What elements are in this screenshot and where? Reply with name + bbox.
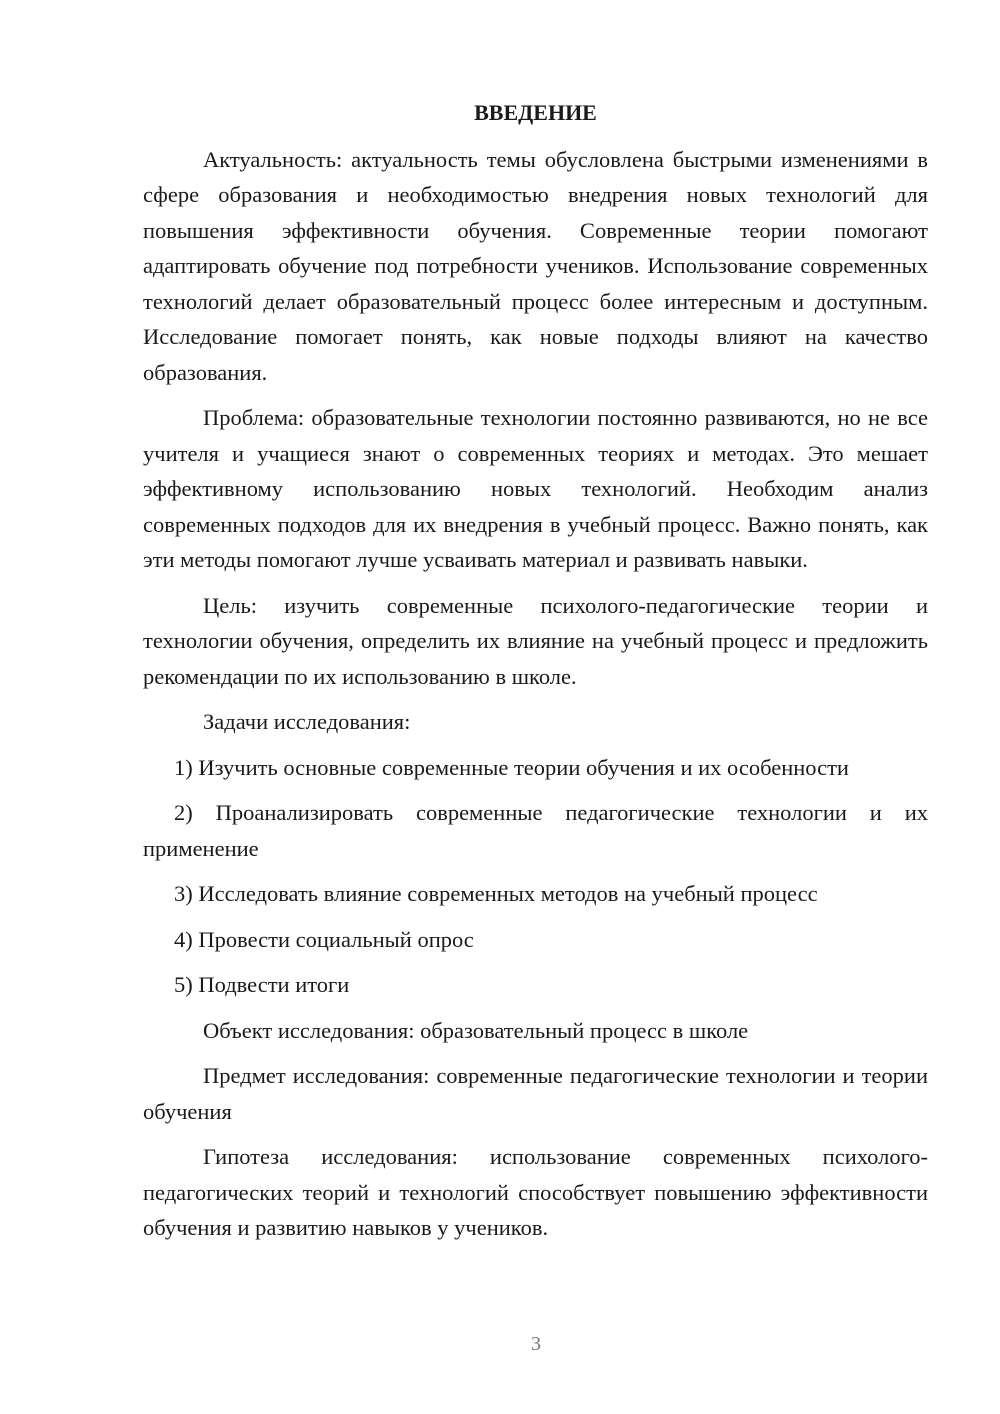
research-object-paragraph: Объект исследования: образовательный процесс в школе (203, 1017, 749, 1043)
page-content (143, 95, 928, 1256)
tasks-heading: Задачи исследования: (203, 709, 411, 734)
problem-paragraph: Проблема: образовательные технологии постоянно развиваются, но не все учителя и учащиеся знают о современных теориях и методах. Это мешает эффективному использованию новых технологий. Необходим анализ современных подходов для их внедрения в учебный процесс. Важно понять, как эти методы помогают лучше усваивать материал и развивать навыки. (143, 405, 928, 572)
task-item: 2) Проанализировать современные педагогические технологии и их применение (143, 800, 928, 861)
page-number: 3 (531, 1333, 541, 1355)
task-item: 4) Провести социальный опрос (174, 926, 474, 952)
research-hypothesis-paragraph: Гипотеза исследования: использование современных психолого-педагогических теорий и технологий способствует повышению эффективности обучения и развитию навыков у учеников. (143, 1144, 928, 1240)
goal-paragraph: Цель: изучить современные психолого-педагогические теории и технологии обучения, определить их влияние на учебный процесс и предложить рекомендации по их использованию в школе. (143, 592, 928, 689)
relevance-paragraph: Актуальность: актуальность темы обусловлена быстрыми изменениями в сфере образования и необходимостью внедрения новых технологий для повышения эффективности обучения. Современные теории помогают адаптировать обучение под потребности учеников. Использование современных технологий делает образовательный процесс более интересным и доступным. Исследование помогает понять, как новые подходы влияют на качество образования. (143, 146, 928, 385)
page-title: ВВЕДЕНИЕ (474, 100, 597, 125)
task-item: 1) Изучить основные современные теории обучения и их особенности (174, 754, 849, 780)
task-item: 3) Исследовать влияние современных методов на учебный процесс (174, 881, 818, 906)
task-item: 5) Подвести итоги (174, 972, 350, 997)
research-subject-paragraph: Предмет исследования: современные педагогические технологии и теории обучения (143, 1063, 928, 1124)
